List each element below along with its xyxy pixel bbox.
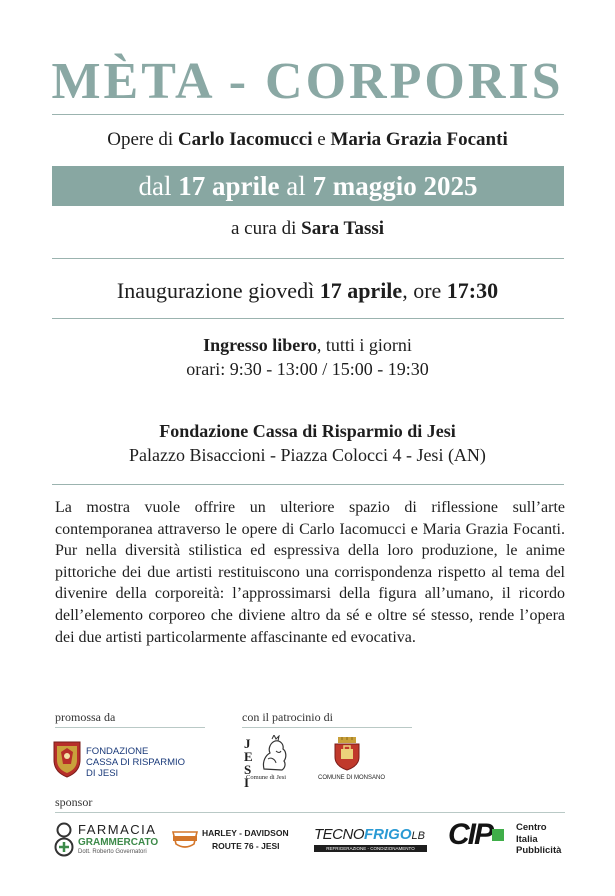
divider-1 (52, 258, 564, 259)
tecnofrigo-logo-text (314, 826, 425, 845)
dates-banner (52, 166, 564, 206)
authors-conj: e (312, 129, 331, 150)
artist-2: Maria Grazia Focanti (330, 129, 508, 150)
dates-to: 7 maggio 2025 (312, 171, 478, 201)
curator-line (0, 216, 615, 242)
fondazione-line3: DI JESI (86, 768, 119, 779)
tecno-part-c: LB (411, 830, 425, 842)
authors-prefix: Opere di (107, 129, 178, 150)
venue-name: Fondazione Cassa di Risparmio di Jesi (159, 421, 456, 441)
cip-line-2: Italia (516, 833, 538, 845)
cip-subtitle (516, 822, 561, 857)
opening-line (0, 276, 615, 306)
sponsor-underline (55, 812, 565, 813)
promoted-underline (55, 727, 205, 728)
opening-prefix: Inaugurazione giovedì (116, 278, 320, 303)
promoted-label: promossa da (55, 710, 116, 724)
authors-line (0, 127, 615, 153)
artist-1: Carlo Iacomucci (177, 129, 313, 150)
jesi-logo (244, 735, 294, 790)
opening-mid: , ore (402, 278, 447, 303)
dates-from: 17 aprile (178, 171, 280, 201)
description: La mostra vuole offrire un ulteriore spazio di riflessione sull’arte contemporanea attraverso le opere di Carlo Iacomucci e Maria Grazia Focanti. Pur nella diversità stilistica ed espressiva della loro produzione, le anime pittoriche dei due artisti restituiscono una corrispondenza rispetto al tema del divenire della corporeità: l’approssimarsi della figura all’umano, il ricordo dell’elemento corporeo che diviene altro da sé e oltre sé stesso, rende l’opera dei due artisti particolarmente affascinante ed evocativa. (55, 499, 565, 646)
monsano-caption: COMUNE DI MONSANO (318, 775, 386, 781)
curator-name: Sara Tassi (301, 218, 385, 239)
harley-shield-icon (172, 828, 198, 850)
opening-date: 17 aprile (319, 278, 403, 303)
farmacia-name-3: Dott. Roberto Governatori (78, 849, 147, 855)
cip-line-3: Pubblicità (516, 845, 562, 856)
cip-logo-text: CIP (448, 818, 493, 851)
patronage-underline (242, 727, 412, 728)
harley-name-2: ROUTE 76 - JESI (212, 841, 280, 851)
tecno-part-b: FRIGO (364, 826, 412, 843)
harley-name-1: HARLEY - DAVIDSON (202, 828, 289, 838)
entry-line (0, 333, 615, 357)
curator-prefix: a cura di (230, 218, 302, 239)
tecno-part-a: TECNO (314, 826, 364, 843)
farmacia-name-1: FARMACIA (78, 822, 157, 837)
dates-from-word: dal (138, 171, 179, 201)
fondazione-logo-text (86, 746, 185, 779)
title-divider (52, 114, 564, 115)
jesi-logo-text: JESI (244, 736, 253, 790)
monsano-crest-icon (332, 737, 362, 771)
patronage-label: con il patrocinio di (242, 710, 333, 724)
cip-line-1: Centro (516, 822, 547, 833)
cip-green-mark-icon (492, 828, 504, 840)
fondazione-line2: CASSA DI RISPARMIO (86, 757, 186, 768)
divider-2 (52, 318, 564, 319)
farmacia-name-2: GRAMMERCATO (78, 837, 159, 848)
sponsor-label: sponsor (55, 795, 93, 809)
opening-time: 17:30 (446, 278, 499, 303)
dates-to-word: al (279, 171, 313, 201)
farmacia-cross-icon (53, 822, 75, 858)
fondazione-line1: FONDAZIONE (86, 746, 149, 757)
fondazione-crest-icon (52, 738, 82, 778)
jesi-caption: Comune di Jesi (246, 774, 287, 781)
entry-days: , tutti i giorni (316, 335, 412, 355)
divider-3 (52, 484, 564, 485)
jesi-lion-icon (258, 735, 290, 773)
tecnofrigo-sub: REFRIGERAZIONE - CONDIZIONAMENTO (314, 845, 427, 852)
venue-address: Palazzo Bisaccioni - Piazza Colocci 4 - Jesi (AN) (129, 445, 486, 465)
page-title: MÈTA - CORPORIS (51, 53, 564, 110)
entry-hours: orari: 9:30 - 13:00 / 15:00 - 19:30 (186, 359, 429, 379)
entry-free: Ingresso libero (203, 335, 317, 355)
